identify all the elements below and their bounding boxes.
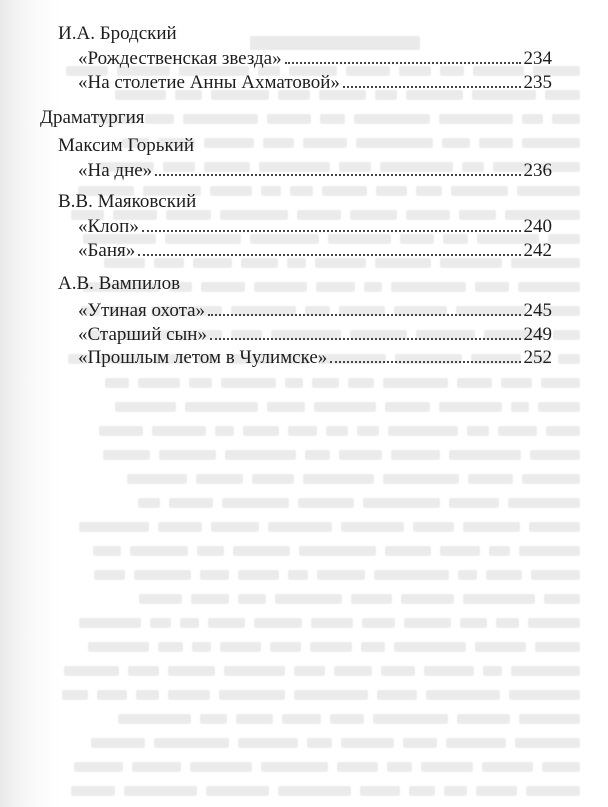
toc-entry[interactable]	[78, 215, 552, 238]
toc-entry[interactable]	[78, 239, 552, 262]
entry-title: «Баня»	[78, 240, 136, 261]
entry-title: «Прошлым летом в Чулимске»	[78, 347, 328, 368]
toc-entry[interactable]	[78, 47, 552, 70]
dot-leader	[343, 85, 521, 88]
toc-entry[interactable]	[78, 71, 552, 94]
entry-title: «На дне»	[78, 160, 153, 181]
dot-leader	[210, 337, 521, 340]
dot-leader	[155, 173, 520, 176]
author-mayakovsky: В.В. Маяковский	[58, 191, 197, 212]
dot-leader	[285, 61, 521, 64]
dot-leader	[138, 253, 520, 256]
entry-page-number: 249	[523, 324, 552, 345]
entry-title: «На столетие Анны Ахматовой»	[78, 72, 340, 93]
author-brodsky: И.А. Бродский	[58, 23, 177, 44]
entry-page-number: 234	[523, 48, 552, 69]
author-gorky: Максим Горький	[58, 135, 195, 156]
toc-entry[interactable]	[78, 299, 552, 322]
toc-entry[interactable]	[78, 159, 552, 182]
section-heading-dramaturgy: Драматургия	[40, 107, 145, 128]
author-vampilov: А.В. Вампилов	[58, 273, 181, 294]
dot-leader	[142, 229, 521, 232]
entry-title: «Клоп»	[78, 216, 139, 237]
entry-page-number: 240	[523, 216, 552, 237]
entry-page-number: 242	[523, 240, 552, 261]
toc-entry[interactable]	[78, 346, 552, 369]
dot-leader	[208, 313, 520, 316]
dot-leader	[330, 360, 520, 363]
entry-page-number: 236	[523, 160, 552, 181]
entry-page-number: 245	[523, 300, 552, 321]
entry-title: «Старший сын»	[78, 324, 207, 345]
entry-page-number: 252	[523, 347, 552, 368]
toc-entry[interactable]	[78, 323, 552, 346]
entry-page-number: 235	[523, 72, 552, 93]
entry-title: «Утиная охота»	[78, 300, 206, 321]
entry-title: «Рождественская звезда»	[78, 48, 282, 69]
